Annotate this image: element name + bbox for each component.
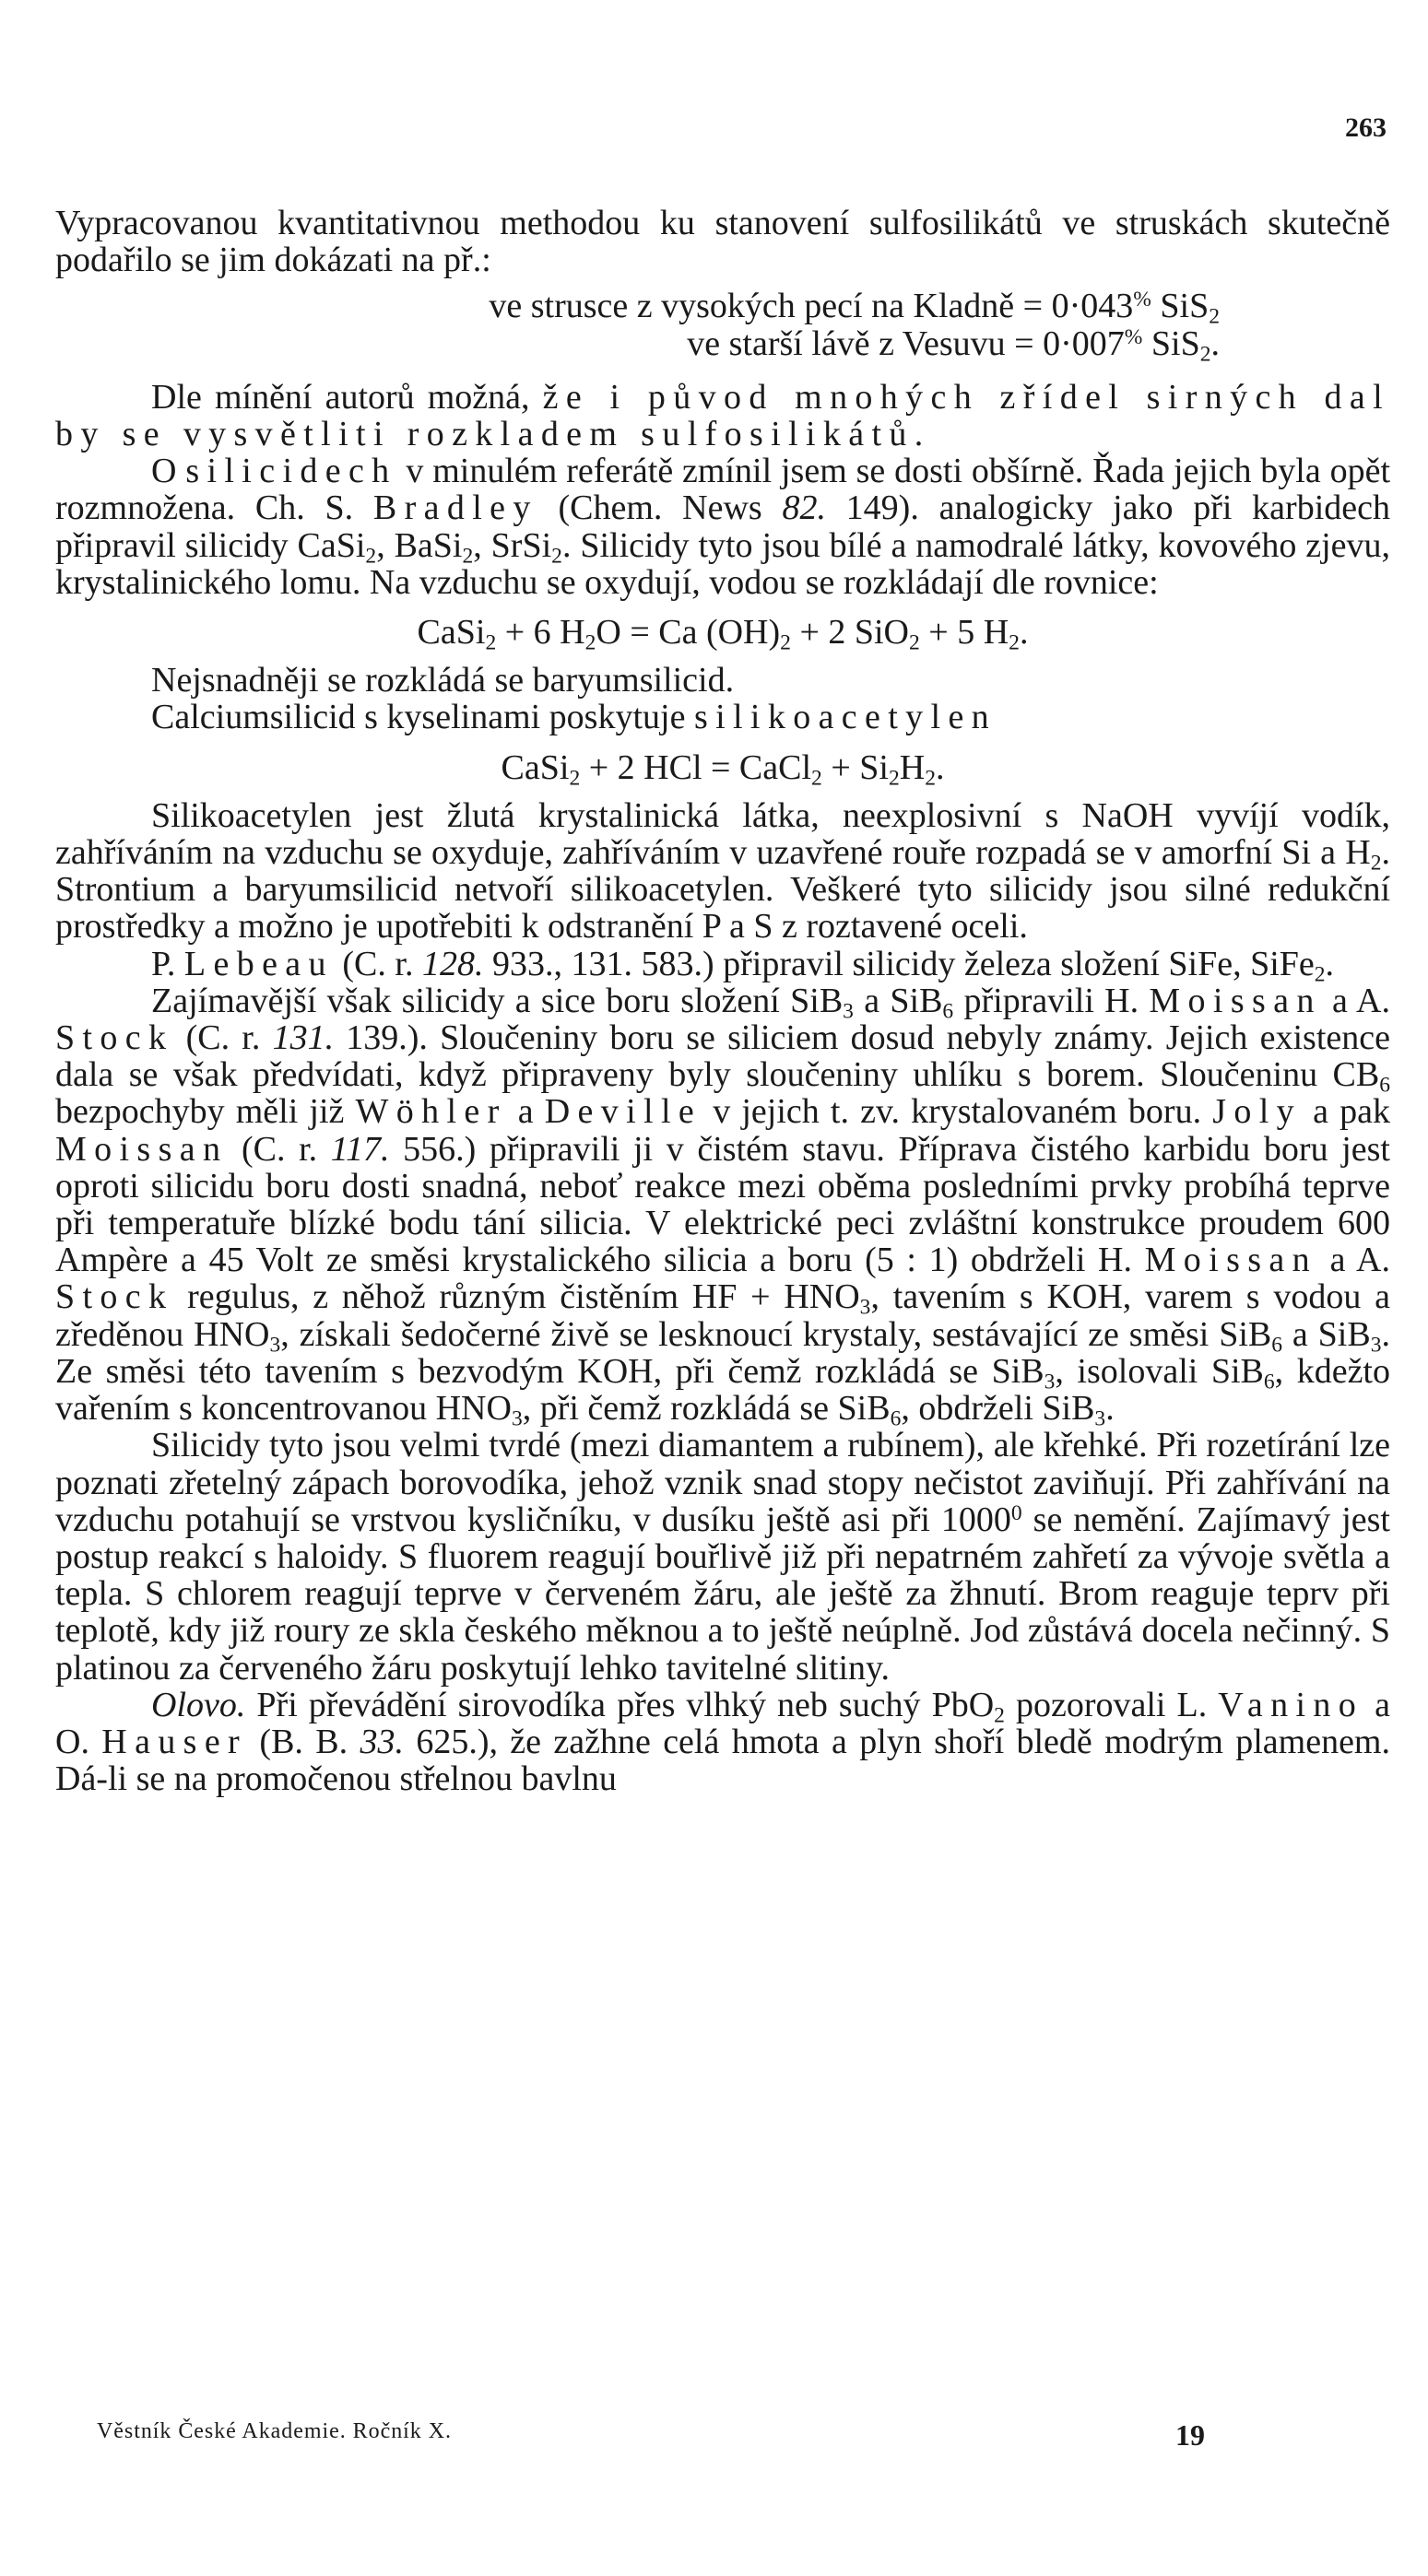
paragraph-silicides: O silicidech v minulém referátě zmínil jsem se dosti obšírně. Řada jejich byla opět rozmnožena. Ch. S. Bradley (Chem. News 82. 149). analogicky jako při karbidech připravil silicidy CaSi$_2$, BaSi$_2$, SrSi$_2$. Silicidy tyto jsou bílé a namodralé látky, kovového zjevu, krystalinického lomu. Na vzduchu se oxydují, vodou se rozkládají dle rovnice:	[55, 452, 1391, 602]
equation-kladno: ve strusce z vysokých pecí na Kladně = 0·043% SiS$_2$	[489, 287, 1220, 329]
paragraph-lead: Olovo. Při převádění sirovodíka přes vlhký neb suchý PbO$_2$ pozorovali L. Vanino a O. Hauser (B. B. 33. 625.), že zažhne celá hmota a plyn shoří bledě modrým plamenem. Dá-li se na promočenou střelnou bavlnu	[55, 1685, 1390, 1799]
paragraph-baryumsilicid: Nejsnadněji se rozkládá se baryumsilicid.	[151, 661, 735, 700]
paragraph-silikoacetylen: Silikoacetylen jest žlutá krystalinická látka, neexplosivní s NaOH vyvíjí vodík, zahříváním na vzduchu se oxyduje, zahříváním v uzavřené rouře rozpadá se v amorfní Si a $H_2$. Strontium a baryumsilicid netvoří silikoacetylen. Veškeré tyto silicidy jsou silné redukční prostředky a možno je upotřebiti k odstranění P a S z roztavené oceli.	[55, 795, 1390, 947]
paragraph-lebeau: P. Lebeau (C. r. 128. 933., 131. 583.) připravil silicidy železa složení SiFe, SiFe$_2$.	[151, 944, 1335, 987]
paragraph-boron-silicides: Zajímavější však silicidy a sice boru složení SiB$_3$ a SiB$_6$ připravili H. Moissan a A. Stock (C. r. 131. 139.). Sloučeniny boru se siliciem dosud nebyly známy. Jejich existence dala se však předvídati, když připraveny byly sloučeniny uhlíku s borem. Sloučeninu $CB_6$ bezpochyby měli již Wöhler a Deville v jejich t. zv. krystalovaném boru. Joly a pak Moissan (C. r. 117. 556.) připravili ji v čistém stavu. Příprava čistého karbidu boru jest oproti silicidu boru dosti snadná, neboť reakce mezi oběma posledními prvky probíhá teprve při temperatuře blízké bodu tání silicia. V elektrické peci zvláštní konstrukce proudem 600 Ampère a 45 Volt ze směsi krystalického silicia a boru (5 : 1) obdrželi H. Moissan a A. Stock regulus, z něhož různým čistěním HF + $HNO_3$, tavením s KOH, varem s vodou a zředěnou $HNO_3$, získali šedočerné živě se lesknoucí krystaly, sestávající ze směsi SiB$_6$ a SiB$_3$. Ze směsi této tavením s bezvodým KOH, při čemž rozkládá se SiB$_3$, isolovali SiB$_6$, kdežto vařením s koncentrovanou $HNO_3$, při čemž rozkládá se SiB$_6$, obdrželi SiB$_3$.	[55, 981, 1390, 1431]
page-number: 263	[1345, 112, 1387, 143]
paragraph-properties: Silicidy tyto jsou velmi tvrdé (mezi diamantem a rubínem), ale křehké. Při rozetírání lze poznati zřetelný zápach borovodíka, jehož vznik snad stopy nečistot zaviňují. Při zahřívání na vzduchu potahují se vrstvou kysličníku, v dusíku ještě asi při 1000$^0$ se nemění. Zajímavý jest postup reakcí s haloidy. S fluorem reagují bouřlivě již při nepatrném zahřetí za vývoje světla a tepla. S chlorem reagují teprve v červeném žáru, ale ještě za žhnutí. Brom reaguje teprv při teplotě, kdy již roury ze skla českého měknou a to ještě neúplně. Jod zůstává docela nečinný. S platinou za červeného žáru poskytují lehko tavitelné slitiny.	[55, 1426, 1390, 1688]
journal-footer: Věstník České Akademie. Ročník X.	[97, 2419, 452, 2443]
equation-casi2-water: CaSi$_2$ + 6 $H_2O = Ca$ $(OH)_2 + 2$ SiO$_2$ + 5 $H_2$.	[417, 613, 1029, 655]
paragraph-sulfosilicates: Vypracovanou kvantitativnou methodou ku stanovení sulfosilikátů ve struskách skutečně podařilo se jim dokázati na př.:	[55, 204, 1390, 280]
paragraph-calciumsilicid: Calciumsilicid s kyselinami poskytuje silikoacetylen	[151, 698, 997, 737]
signature-mark: 19	[1175, 2418, 1205, 2452]
equation-vesuvius: ve starší lávě z Vesuvu = 0·007% SiS$_2$.	[687, 323, 1220, 367]
equation-slag-results	[55, 287, 1390, 367]
equation-casi2-hcl: CaSi$_2$ + 2 HCl = CaCl$_2$ + $Si_2H_2$.	[501, 747, 945, 791]
body-text	[55, 205, 1390, 1797]
paragraph-sulfur-springs: Dle mínění autorů možná, že i původ mnohých zřídel sirných dal by se vysvětliti rozkladem sulfosilikátů.	[55, 377, 1391, 454]
